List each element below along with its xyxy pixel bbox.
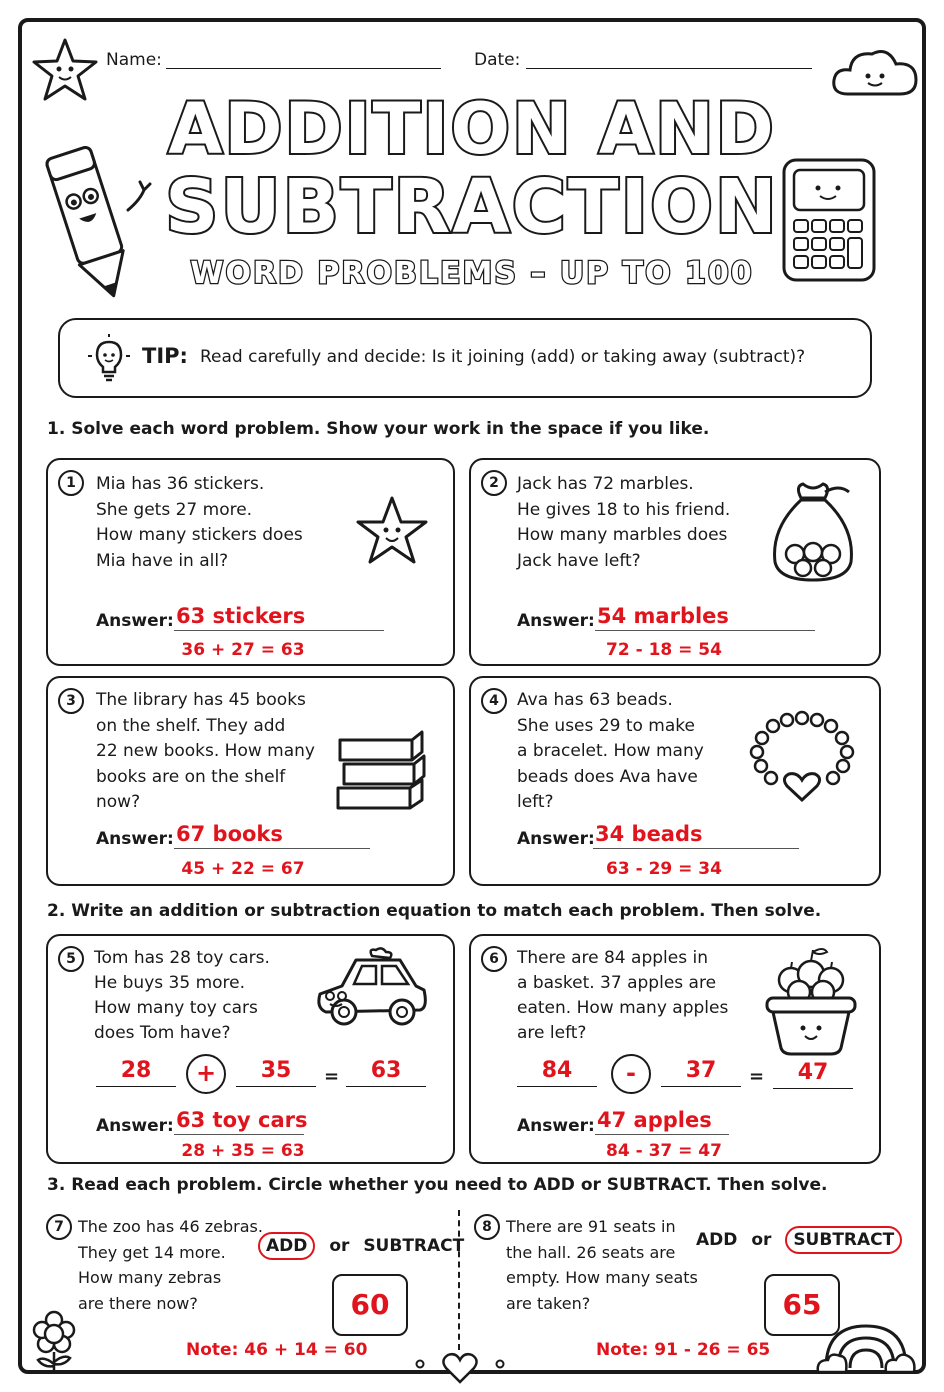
calculator-mascot-icon (778, 156, 886, 288)
tip-box (58, 318, 872, 398)
equation-second-number[interactable]: 37 (685, 1058, 717, 1083)
answer-line (174, 848, 370, 849)
title-line-2: SUBTRACTION (165, 164, 779, 250)
answer-value[interactable]: 63 stickers (176, 604, 306, 628)
equation-line (96, 1086, 176, 1087)
answer-label: Answer: (96, 611, 174, 631)
books-icon (330, 718, 430, 814)
answer-line (595, 630, 815, 631)
answer-value[interactable]: 47 apples (597, 1108, 712, 1132)
apple-basket-icon (761, 944, 861, 1058)
problem-text: The library has 45 books on the shelf. They add 22 new books. How many books are on the shelf now? (96, 690, 315, 812)
answer-value[interactable]: 34 beads (595, 822, 703, 846)
equation-line (517, 1086, 597, 1087)
dot-icon (494, 1358, 506, 1370)
answer-value[interactable]: 54 marbles (597, 604, 729, 628)
section-2-heading: 2. Write an addition or subtraction equation to match each problem. Then solve. (47, 901, 822, 921)
lightbulb-icon (84, 334, 134, 384)
problem-text: Jack has 72 marbles. He gives 18 to his friend. How many marbles does Jack have left? (517, 474, 731, 571)
equation-second-number[interactable]: 35 (260, 1058, 292, 1083)
add-choice-circled[interactable]: ADD (258, 1232, 315, 1260)
marble-bag-icon (765, 478, 861, 588)
problem-card-2 (469, 458, 881, 666)
answer-line (595, 1134, 729, 1135)
note-8: Note: 91 - 26 = 65 (596, 1340, 771, 1360)
date-field[interactable] (526, 68, 812, 69)
operator-circle-plus[interactable]: + (186, 1054, 226, 1094)
add-choice[interactable]: ADD (696, 1230, 738, 1250)
equation-line (236, 1086, 316, 1087)
problem-text: Mia has 36 stickers. She gets 27 more. How many stickers does Mia have in all? (96, 474, 303, 571)
choice-row-7 (258, 1236, 464, 1256)
problem-card-6 (469, 934, 881, 1164)
operator-circle-minus[interactable]: - (611, 1054, 651, 1094)
problem-number: 2 (481, 470, 507, 496)
answer-label: Answer: (96, 829, 174, 849)
equals-sign: = (324, 1066, 340, 1087)
answer-line (174, 1134, 304, 1135)
tip-label: TIP: (142, 344, 188, 368)
equation-result[interactable]: 47 (797, 1060, 829, 1085)
problem-number: 6 (481, 946, 507, 972)
subtract-choice[interactable]: SUBTRACT (363, 1236, 465, 1256)
answer-line (593, 848, 799, 849)
flower-icon (26, 1310, 82, 1374)
answer-value[interactable]: 67 books (176, 822, 283, 846)
or-label: or (751, 1230, 772, 1250)
answer-label: Answer: (517, 611, 595, 631)
date-label: Date: (474, 50, 521, 70)
problem-text-7: The zoo has 46 zebras. They get 14 more. How many zebras are there now? (78, 1217, 263, 1313)
equation-line (346, 1086, 426, 1087)
work-equation: 72 - 18 = 54 (606, 640, 722, 660)
work-equation: 84 - 37 = 47 (606, 1141, 722, 1161)
choice-row-8 (696, 1230, 902, 1250)
problem-number: 3 (58, 688, 84, 714)
tip-text: Read carefully and decide: Is it joining (add) or taking away (subtract)? (200, 347, 806, 367)
answer-value[interactable]: 63 toy cars (176, 1108, 308, 1132)
work-equation: 45 + 22 = 67 (181, 859, 305, 879)
toy-car-icon (312, 946, 432, 1034)
work-equation: 28 + 35 = 63 (181, 1141, 305, 1161)
result-box-8[interactable]: 65 (764, 1274, 840, 1336)
problem-number: 1 (58, 470, 84, 496)
title-line-1: ADDITION AND (168, 88, 776, 170)
problem-card-5 (46, 934, 455, 1164)
problem-text: Ava has 63 beads. She uses 29 to make a bracelet. How many beads does Ava have left? (517, 690, 704, 812)
work-equation: 63 - 29 = 34 (606, 859, 722, 879)
equation-first-number[interactable]: 84 (541, 1058, 573, 1083)
problem-card-3 (46, 676, 455, 886)
answer-label: Answer: (96, 1116, 174, 1136)
answer-line (174, 630, 384, 631)
answer-label: Answer: (517, 829, 595, 849)
name-label: Name: (106, 50, 162, 70)
problem-number-8: 8 (474, 1214, 500, 1240)
equation-first-number[interactable]: 28 (120, 1058, 152, 1083)
pencil-mascot-icon (48, 140, 158, 305)
name-field[interactable] (166, 68, 441, 69)
equals-sign: = (749, 1066, 765, 1087)
rainbow-icon (816, 1318, 916, 1374)
equation-line (773, 1088, 853, 1089)
problem-number: 4 (481, 688, 507, 714)
heart-icon (440, 1350, 480, 1384)
problem-card-4 (469, 676, 881, 886)
column-divider (458, 1210, 460, 1350)
star-icon (352, 492, 432, 572)
or-label: or (329, 1236, 350, 1256)
problem-text: There are 84 apples in a basket. 37 apples are eaten. How many apples are left? (517, 948, 729, 1043)
dot-icon (414, 1358, 426, 1370)
equation-result[interactable]: 63 (370, 1058, 402, 1083)
section-1-heading: 1. Solve each word problem. Show your work in the space if you like. (47, 419, 710, 439)
problem-number-7: 7 (46, 1214, 72, 1240)
subtract-choice-circled[interactable]: SUBTRACT (785, 1226, 902, 1254)
note-7: Note: 46 + 14 = 60 (186, 1340, 368, 1360)
result-box-7[interactable]: 60 (332, 1274, 408, 1336)
answer-label: Answer: (517, 1116, 595, 1136)
work-equation: 36 + 27 = 63 (181, 640, 305, 660)
problem-text: Tom has 28 toy cars. He buys 35 more. How many toy cars does Tom have? (94, 948, 270, 1043)
problem-card-1 (46, 458, 455, 666)
bracelet-icon (747, 708, 857, 804)
equation-line (661, 1086, 741, 1087)
section-3-heading: 3. Read each problem. Circle whether you need to ADD or SUBTRACT. Then solve. (47, 1175, 828, 1195)
problem-number: 5 (58, 946, 84, 972)
subtitle: WORD PROBLEMS – UP TO 100 (190, 256, 754, 291)
problem-text-8: There are 91 seats in the hall. 26 seats are empty. How many seats are taken? (506, 1217, 698, 1313)
